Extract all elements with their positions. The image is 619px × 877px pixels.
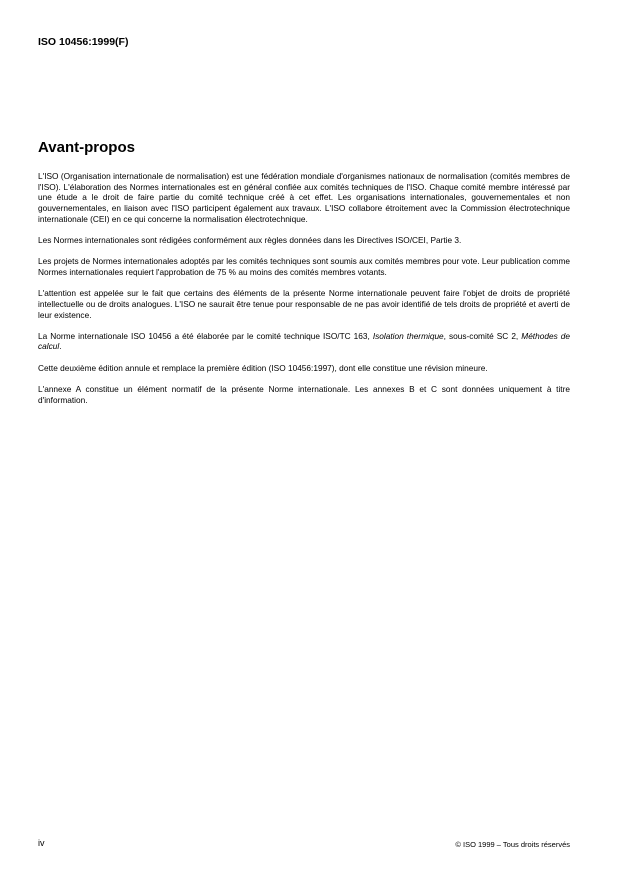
- subcommittee-name: Méthodes de calcul: [38, 330, 570, 352]
- committee-prefix: La Norme internationale ISO 10456 a été élaborée par le comité technique ISO/TC 163,: [38, 330, 373, 341]
- foreword-body: [38, 171, 570, 416]
- page-number: iv: [38, 838, 45, 848]
- paragraph-iso-organisation: L'ISO (Organisation internationale de normalisation) est une fédération mondiale d'organismes nationaux de normalisation (comités membres de l'ISO). L'élaboration des Normes internationales est en général confiée aux comités techniques de l'ISO. Chaque comité membre intéressé par une étude a le droit de faire partie du comité technique créé à cet effet. Les organisations internationales, gouvernementales et non gouvernementales, en liaison avec l'ISO participent également aux travaux. L'ISO collabore étroitement avec la Commission électrotechnique internationale (CEI) en ce qui concerne la normalisation électrotechnique.: [38, 171, 570, 224]
- paragraph-voting: Les projets de Normes internationales adoptés par les comités techniques sont soumis aux comités membres pour vote. Leur publication comme Normes internationales requiert l'approbation de 75 % au moins des comités membres votants.: [38, 256, 570, 277]
- paragraph-patent-rights: L'attention est appelée sur le fait que certains des éléments de la présente Norme internationale peuvent faire l'objet de droits de propriété intellectuelle ou de droits analogues. L'ISO ne saurait être tenue pour responsable de ne pas avoir identifié de tels droits de propriété et averti de leur existence.: [38, 288, 570, 320]
- paragraph-committee: [38, 331, 570, 352]
- paragraph-directives: Les Normes internationales sont rédigées conformément aux règles données dans les Directives ISO/CEI, Partie 3.: [38, 235, 462, 246]
- committee-suffix: .: [59, 341, 62, 352]
- paragraph-annexes: L'annexe A constitue un élément normatif de la présente Norme internationale. Les annexes B et C sont données uniquement à titre d'information.: [38, 383, 570, 405]
- paragraph-edition: Cette deuxième édition annule et remplace la première édition (ISO 10456:1997), dont elle constitue une révision mineure.: [38, 362, 488, 373]
- page-title: Avant-propos: [38, 139, 135, 156]
- committee-name: Isolation thermique: [372, 330, 444, 341]
- committee-middle: , sous-comité SC 2,: [443, 330, 522, 341]
- copyright-notice: © ISO 1999 – Tous droits réservés: [455, 840, 570, 849]
- document-header: ISO 10456:1999(F): [38, 36, 129, 48]
